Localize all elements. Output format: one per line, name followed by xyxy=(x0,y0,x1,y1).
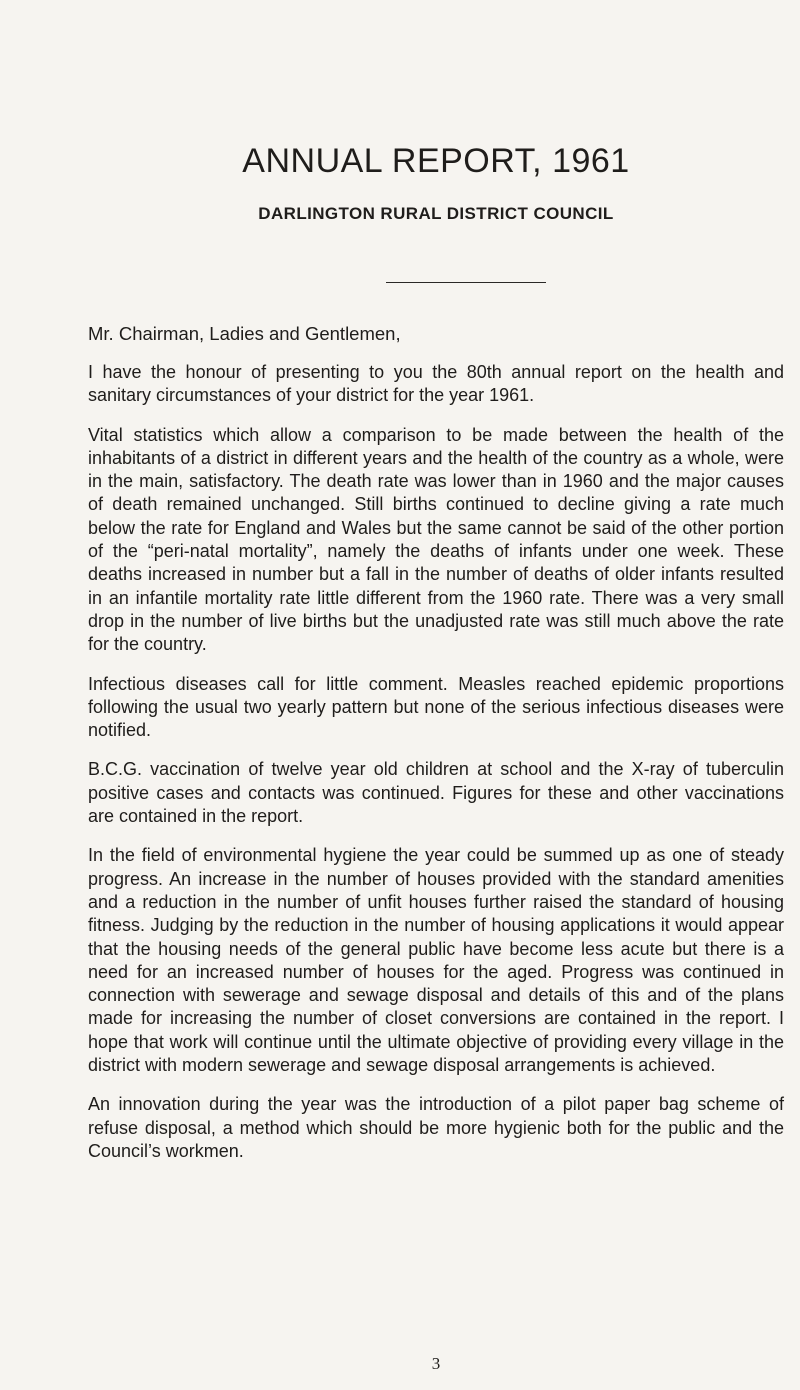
paragraph-environmental-hygiene: In the field of environmental hygiene the year could be summed up as one of steady progress. An increase in the number of houses provided with the standard amenities and a reduction in the number of unfit houses further raised the standard of housing fitness. Judging by the reduction in the number of housing applications it would appear that the housing needs of the general public have become less acute but there is a need for an increased number of houses for the aged. Progress was continued in connection with sewerage and sewage disposal and details of this and of the plans made for increasing the number of closet conversions are contained in the report. I hope that work will continue until the ultimate objective of providing every village in the district with modern sewerage and sewage disposal arrangements is achieved. xyxy=(88,845,784,1076)
paragraph-infectious-diseases: Infectious diseases call for little comment. Measles reached epidemic proportions following the usual two yearly pattern but none of the serious infectious diseases were notified. xyxy=(88,673,784,741)
report-title: ANNUAL REPORT, 1961 xyxy=(242,142,630,180)
paragraph-introduction: I have the honour of presenting to you the 80th annual report on the health and sanitary circumstances of your district for the year 1961. xyxy=(88,362,784,406)
paragraph-vaccination: B.C.G. vaccination of twelve year old children at school and the X-ray of tuberculin positive cases and contacts was continued. Figures for these and other vaccinations are contained in the report. xyxy=(88,759,784,827)
report-body xyxy=(88,361,784,1179)
page-number: 3 xyxy=(431,1354,441,1373)
council-name: DARLINGTON RURAL DISTRICT COUNCIL xyxy=(258,204,614,223)
paragraph-vital-statistics: Vital statistics which allow a comparison to be made between the health of the inhabitants of a district in different years and the health of the country as a whole, were in the main, satisfactory. The death rate was lower than in 1960 and the major causes of death remained unchanged. Still births continued to decline giving a rate much below the rate for England and Wales but the same cannot be said of the other portion of the “peri-natal mortality”, namely the deaths of infants under one week. These deaths increased in number but a fall in the number of deaths of older infants resulted in an infantile mortality rate little different from the 1960 rate. There was a very small drop in the number of live births but the unadjusted rate was still much above the rate for the country. xyxy=(88,424,784,655)
paragraph-refuse-disposal: An innovation during the year was the introduction of a pilot paper bag scheme of refuse disposal, a method which should be more hygienic both for the public and the Council’s workmen. xyxy=(88,1094,784,1161)
title-divider xyxy=(386,282,546,283)
salutation: Mr. Chairman, Ladies and Gentlemen, xyxy=(88,323,401,344)
